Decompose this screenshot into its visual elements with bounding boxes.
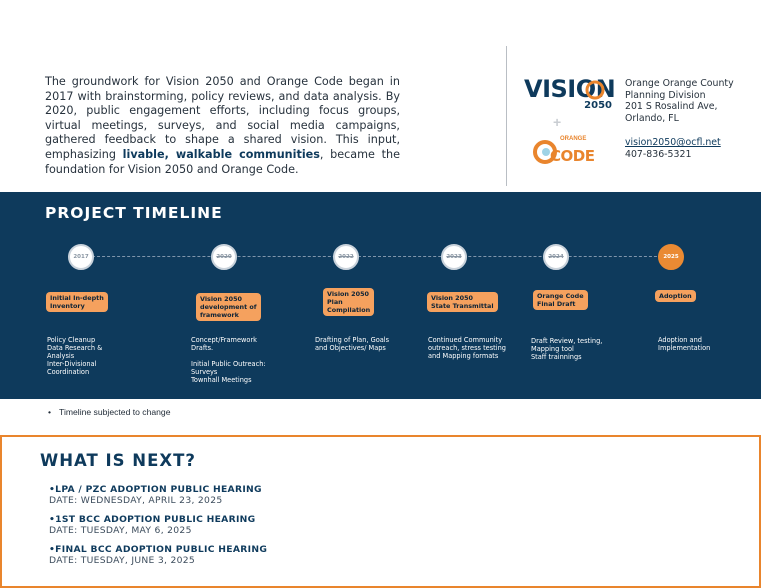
vertical-divider [506, 46, 507, 186]
contact-phone: 407-836-5321 [625, 148, 692, 160]
project-timeline-section [0, 192, 761, 399]
event-name: •LPA / PZC ADOPTION PUBLIC HEARING [49, 484, 262, 495]
what-is-next-title: WHAT IS NEXT? [40, 451, 196, 470]
event-item [49, 484, 262, 506]
event-name: •FINAL BCC ADOPTION PUBLIC HEARING [49, 544, 268, 555]
milestone-tag-2023: Vision 2050 State Transmittal [427, 292, 498, 312]
milestone-desc-2020: Concept/Framework Drafts. Initial Public Outreach: Surveys Townhall Meetings [191, 336, 266, 384]
timeline-note: • Timeline subjected to change [48, 407, 170, 417]
intro-paragraph [45, 75, 400, 177]
orange-code-logo-small-text: ORANGE [560, 136, 587, 142]
timeline-title: PROJECT TIMELINE [45, 204, 223, 222]
milestone-desc-2022: Drafting of Plan, Goals and Objectives/ Maps [315, 336, 390, 352]
timeline-line [82, 256, 672, 257]
event-item [49, 514, 256, 536]
milestone-tag-2017: Initial In-depth Inventory [46, 292, 108, 312]
contact-org: Orange Orange County [625, 78, 734, 89]
milestone-tag-2024: Orange Code Final Draft [533, 290, 588, 310]
milestone-desc-2023: Continued Community outreach, stress testing and Mapping formats [428, 336, 506, 360]
event-item [49, 544, 267, 566]
contact-city: Orlando, FL [625, 112, 679, 124]
contact-address: 201 S Rosalind Ave, [625, 101, 718, 113]
orange-code-logo [530, 136, 594, 166]
event-date: DATE: WEDNESDAY, APRIL 23, 2025 [49, 495, 223, 506]
event-date: DATE: TUESDAY, MAY 6, 2025 [49, 525, 192, 536]
contact-email-link[interactable]: vision2050@ocfl.net [625, 137, 721, 149]
milestone-node-2020: 2020 [211, 244, 237, 270]
intro-emphasis: livable, walkable communities [122, 147, 320, 161]
event-date: DATE: TUESDAY, JUNE 3, 2025 [49, 555, 196, 566]
vision-logo-word: VISION [524, 75, 616, 103]
milestone-node-2017: 2017 [68, 244, 94, 270]
milestone-node-2025: 2025 [658, 244, 684, 270]
vision-logo-o-icon [584, 79, 606, 101]
milestone-tag-2020: Vision 2050 development of framework [196, 293, 261, 321]
orange-code-logo-word: CODE [550, 147, 595, 165]
event-name: •1ST BCC ADOPTION PUBLIC HEARING [49, 514, 256, 525]
milestone-desc-2025: Adoption and Implementation [658, 336, 711, 352]
milestone-node-2023: 2023 [441, 244, 467, 270]
intro-text: The groundwork for Vision 2050 and Orange Code began in 2017 with brainstorming, policy reviews, and data analysis. By 2020, public engagement efforts, including focus groups, virtual meetings, surveys, and social media campaigns, gathered feedback to shape a shared vision. This input, emphasizing [45, 75, 400, 161]
milestone-desc-2024: Draft Review, testing, Mapping tool Staff trainnings [531, 337, 603, 361]
contact-division: Planning Division [625, 89, 706, 101]
vision-logo-year: 2050 [584, 100, 612, 111]
what-is-next-section [0, 435, 761, 588]
milestone-node-2022: 2022 [333, 244, 359, 270]
milestone-tag-2025: Adoption [655, 290, 696, 302]
milestone-desc-2017: Policy Cleanup Data Research & Analysis Inter-Divisional Coordination [47, 336, 103, 376]
plus-sign: + [553, 114, 562, 130]
intro-text-end: , became the foundation for Vision 2050 and Orange Code. [45, 147, 401, 176]
milestone-tag-2022: Vision 2050 Plan Compilation [323, 288, 374, 316]
contact-block [625, 78, 734, 161]
milestone-node-2024: 2024 [543, 244, 569, 270]
vision-2050-logo [524, 76, 614, 114]
